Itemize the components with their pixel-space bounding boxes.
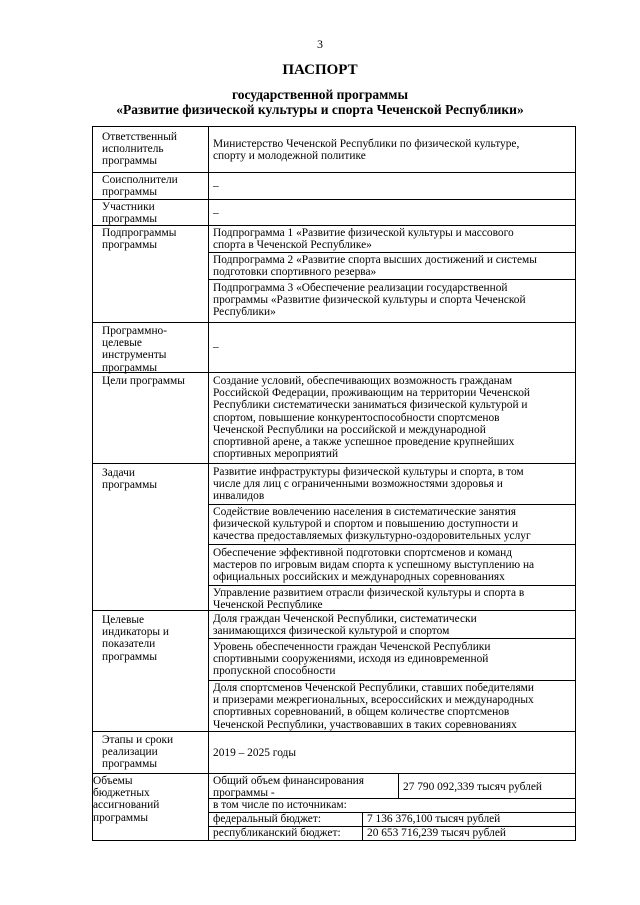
table-border-top: [92, 126, 576, 127]
subprogram-2: Подпрограмма 2 «Развитие спорта высших достижений и системы подготовки спортивного резерва»: [213, 254, 537, 279]
row-divider: [92, 731, 576, 732]
subrow-divider: [208, 544, 576, 545]
value-co-executors: –: [213, 180, 219, 192]
task-1: Развитие инфраструктуры физической культуры и спорта, в том числе для лиц с ограниченными возможностями здоровья и инвалидов: [213, 466, 524, 503]
subprogram-1: Подпрограмма 1 «Развитие физической культуры и массового спорта в Чеченской Республике»: [213, 227, 514, 252]
subrow-divider: [208, 638, 576, 639]
subrow-divider: [208, 252, 576, 253]
task-3: Обеспечение эффективной подготовки спортсменов и команд мастеров по игровым видам спорта к успешному выступлению на официальных российских и международных соревнованиях: [213, 547, 535, 584]
table-border-right: [575, 126, 576, 841]
federal-budget-value: 7 136 376,100 тысяч рублей: [367, 813, 501, 825]
column-divider: [208, 126, 209, 841]
indicator-3: Доля спортсменов Чеченской Республики, ставших победителями и призерами межрегиональных, всероссийских и международных спортивных соревнований, в общем количестве спортсменов Чеченской Республики, участвовавших в таких соревнованиях: [213, 682, 534, 731]
document-title: ПАСПОРТ: [282, 62, 358, 78]
table-border-bottom: [92, 840, 576, 841]
label-executor: Ответственный исполнитель программы: [102, 131, 178, 168]
row-divider: [92, 199, 576, 200]
label-indicators: Целевые индикаторы и показатели программы: [102, 614, 170, 663]
label-stages: Этапы и сроки реализации программы: [102, 734, 174, 771]
funding-value-divider: [362, 812, 363, 840]
label-instruments: Программно- целевые инструменты программы: [102, 325, 168, 374]
value-goals: Создание условий, обеспечивающих возможность гражданам Российской Федерации, проживающим на территории Чеченской Республики систематически заниматься физической культурой и спортом, повышение конкурентоспособности спортсменов Чеченской Республики на российской и международной спортивной арене, а также успешное проведение крупнейших спортивных мероприятий: [213, 375, 530, 461]
task-4: Управление развитием отрасли физической культуры и спорта в Чеченской Республике: [213, 587, 525, 612]
value-stages: 2019 – 2025 годы: [213, 747, 297, 759]
page-number: 3: [317, 37, 323, 51]
subrow-divider: [208, 680, 576, 681]
subrow-divider: [208, 585, 576, 586]
funding-sources-label: в том числе по источникам:: [213, 799, 347, 811]
program-name: «Развитие физической культуры и спорта Чеченской Республики»: [116, 102, 524, 117]
subrow-divider: [208, 504, 576, 505]
passport-table: [92, 126, 576, 841]
label-subprograms: Подпрограммы программы: [102, 227, 177, 252]
row-divider: [92, 225, 576, 226]
republic-budget-value: 20 653 716,239 тысяч рублей: [367, 827, 506, 839]
value-executor: Министерство Чеченской Республики по физической культуре, спорту и молодежной политике: [213, 138, 520, 163]
funding-total-label: Общий объем финансирования программы -: [213, 775, 365, 800]
subprogram-3: Подпрограмма 3 «Обеспечение реализации государственной программы «Развитие физической культуры и спорта Чеченской Республики»: [213, 282, 526, 319]
subrow-divider: [208, 279, 576, 280]
republic-budget-label: республиканский бюджет:: [213, 827, 341, 839]
funding-total-value: 27 790 092,339 тысяч рублей: [403, 781, 542, 793]
row-divider: [92, 463, 576, 464]
document-subtitle: государственной программы: [231, 87, 409, 102]
indicator-1: Доля граждан Чеченской Республики, систематически занимающихся физической культурой и спортом: [213, 613, 477, 638]
federal-budget-label: федеральный бюджет:: [213, 813, 321, 825]
label-funding: Объемы бюджетных ассигнований программы: [93, 775, 160, 824]
label-co-executors: Соисполнители программы: [102, 174, 178, 199]
task-2: Содействие вовлечению населения в систематические занятия физической культурой и спортом и повышению доступности и качества предоставляемых физкультурно-оздоровительных услуг: [213, 506, 531, 543]
funding-value-divider: [398, 773, 399, 798]
label-participants: Участники программы: [102, 201, 157, 226]
value-participants: –: [213, 207, 219, 219]
row-divider: [92, 773, 576, 774]
label-tasks: Задачи программы: [102, 467, 157, 492]
row-divider: [92, 322, 576, 323]
table-border-left: [92, 126, 93, 841]
indicator-2: Уровень обеспеченности граждан Чеченской Республики спортивными сооружениями, исходя из единовременной пропускной способности: [213, 641, 491, 678]
label-goals: Цели программы: [102, 375, 185, 387]
row-divider: [92, 172, 576, 173]
value-instruments: –: [213, 341, 219, 353]
